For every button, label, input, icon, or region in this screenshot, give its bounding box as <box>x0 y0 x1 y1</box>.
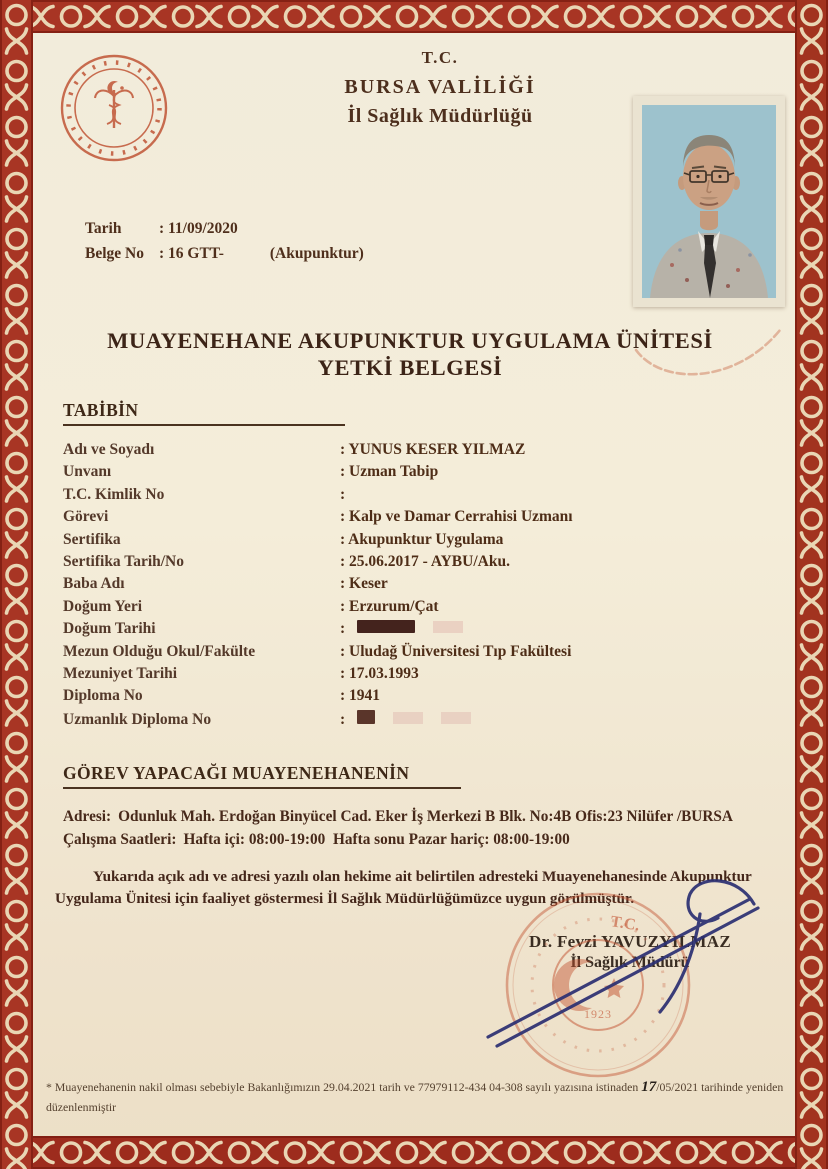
field-label: Sertifika <box>63 530 121 548</box>
date-value: : 11/09/2020 <box>159 220 238 237</box>
signatory-title: İl Sağlık Müdürü <box>570 954 690 971</box>
field-label: Görevi <box>63 508 109 526</box>
footnote-part1: * Muayenehanenin nakil olması sebebiyle Bakanlığımızın 29.04.2021 tarih ve 77979112-434 04-308 sayılı yazısına istinaden <box>46 1080 642 1094</box>
field-label: Diploma No <box>63 687 143 705</box>
field-row <box>63 508 743 530</box>
knot-border-left-icon <box>0 0 33 1169</box>
field-value: : <box>340 710 346 728</box>
certificate-title-line1: MUAYENEHANE AKUPUNKTUR UYGULAMA ÜNİTESİ <box>107 328 713 353</box>
field-row <box>63 665 743 687</box>
field-label: Baba Adı <box>63 575 125 593</box>
doc-number-row <box>85 241 364 266</box>
redaction-box <box>433 621 463 633</box>
document-meta <box>85 216 364 266</box>
redaction-box <box>441 712 471 724</box>
header-tc: T.C. <box>421 48 459 67</box>
field-value: : <box>340 485 346 503</box>
field-value: : Keser <box>340 575 388 593</box>
stamp-ghost-arc-icon <box>628 320 800 388</box>
redaction-box <box>357 620 415 633</box>
field-label: Mezun Olduğu Okul/Fakülte <box>63 642 256 660</box>
section-heading-practice: GÖREV YAPACAĞI MUAYENEHANENİN <box>63 763 461 789</box>
field-value: : <box>340 620 346 638</box>
field-row <box>63 620 743 642</box>
hours-value: Hafta içi: 08:00-19:00 Hafta sonu Pazar hariç: 08:00-19:00 <box>183 830 570 848</box>
certificate-title-line2: YETKİ BELGESİ <box>317 355 503 380</box>
doc-number-value: : 16 GTT- <box>159 245 224 262</box>
physician-fields <box>63 441 743 732</box>
date-row <box>85 216 364 241</box>
field-value: : Akupunktur Uygulama <box>340 530 504 548</box>
field-row <box>63 687 743 709</box>
doc-number-label: Belge No <box>85 245 144 262</box>
field-label: Mezuniyet Tarihi <box>63 664 178 682</box>
footnote-part2: /05/2021 tarihinde yeniden düzenlenmiştir <box>46 1080 784 1114</box>
field-label: Doğum Yeri <box>63 597 143 615</box>
address-label: Adresi: <box>63 808 112 825</box>
field-value: : 1941 <box>340 687 381 705</box>
field-value: : YUNUS KESER YILMAZ <box>340 441 526 458</box>
header-authority: BURSA VALİLİĞİ <box>344 76 536 98</box>
knot-border-bottom-icon <box>0 1136 828 1169</box>
pen-signature-icon <box>462 862 812 1062</box>
field-row <box>63 531 743 553</box>
practice-details <box>63 806 777 851</box>
stamp-top-text: T.C. <box>609 913 641 935</box>
address-line <box>63 806 777 829</box>
field-label: Adı ve Soyadı <box>63 441 155 458</box>
field-row <box>63 441 743 463</box>
field-label: Uzmanlık Diploma No <box>63 710 212 728</box>
redaction-box <box>393 712 423 724</box>
hours-label: Çalışma Saatleri: <box>63 830 177 848</box>
portrait-photo-image-icon <box>642 105 776 298</box>
field-row <box>63 575 743 597</box>
field-value: : 25.06.2017 - AYBU/Aku. <box>340 552 510 570</box>
field-row <box>63 463 743 485</box>
redaction-box <box>357 710 375 724</box>
approval-paragraph: Yukarıda açık adı ve adresi yazılı olan hekime ait belirtilen adresteki Muayenehanesinde Akupunktur Uygulama Ünitesi için faaliyet göstermesi İl Sağlık Müdürlüğümüzce uygun görülmüştür. <box>55 868 752 907</box>
field-value: : 17.03.1993 <box>340 664 419 682</box>
field-row <box>63 643 743 665</box>
portrait-photo <box>633 96 785 307</box>
field-label: T.C. Kimlik No <box>63 485 165 503</box>
field-value: : Kalp ve Damar Cerrahisi Uzmanı <box>340 508 573 526</box>
field-row <box>63 710 743 732</box>
field-label: Sertifika Tarih/No <box>63 552 185 570</box>
signatory-name: Dr. Fevzi YAVUZYILMAZ <box>529 932 731 951</box>
field-value: : Uzman Tabip <box>340 463 439 481</box>
field-value: : Uludağ Üniversitesi Tıp Fakültesi <box>340 642 572 660</box>
field-value: : Erzurum/Çat <box>340 597 439 615</box>
header-department: İl Sağlık Müdürlüğü <box>347 105 533 127</box>
stamp-year: 1923 <box>584 1007 612 1021</box>
section-heading-physician: TABİBİN <box>63 400 345 426</box>
field-row <box>63 598 743 620</box>
footnote <box>46 1077 788 1117</box>
date-label: Tarih <box>85 220 122 237</box>
knot-border-top-icon <box>0 0 828 33</box>
field-row <box>63 486 743 508</box>
field-label: Unvanı <box>63 463 112 481</box>
field-row <box>63 553 743 575</box>
doc-number-note: (Akupunktur) <box>269 245 364 262</box>
hours-line <box>63 829 777 852</box>
footnote-handwritten-day: 17 <box>641 1079 657 1095</box>
address-value: Odunluk Mah. Erdoğan Binyücel Cad. Eker İş Merkezi B Blk. No:4B Ofis:23 Nilüfer /BURSA <box>118 808 733 825</box>
field-label: Doğum Tarihi <box>63 620 156 638</box>
